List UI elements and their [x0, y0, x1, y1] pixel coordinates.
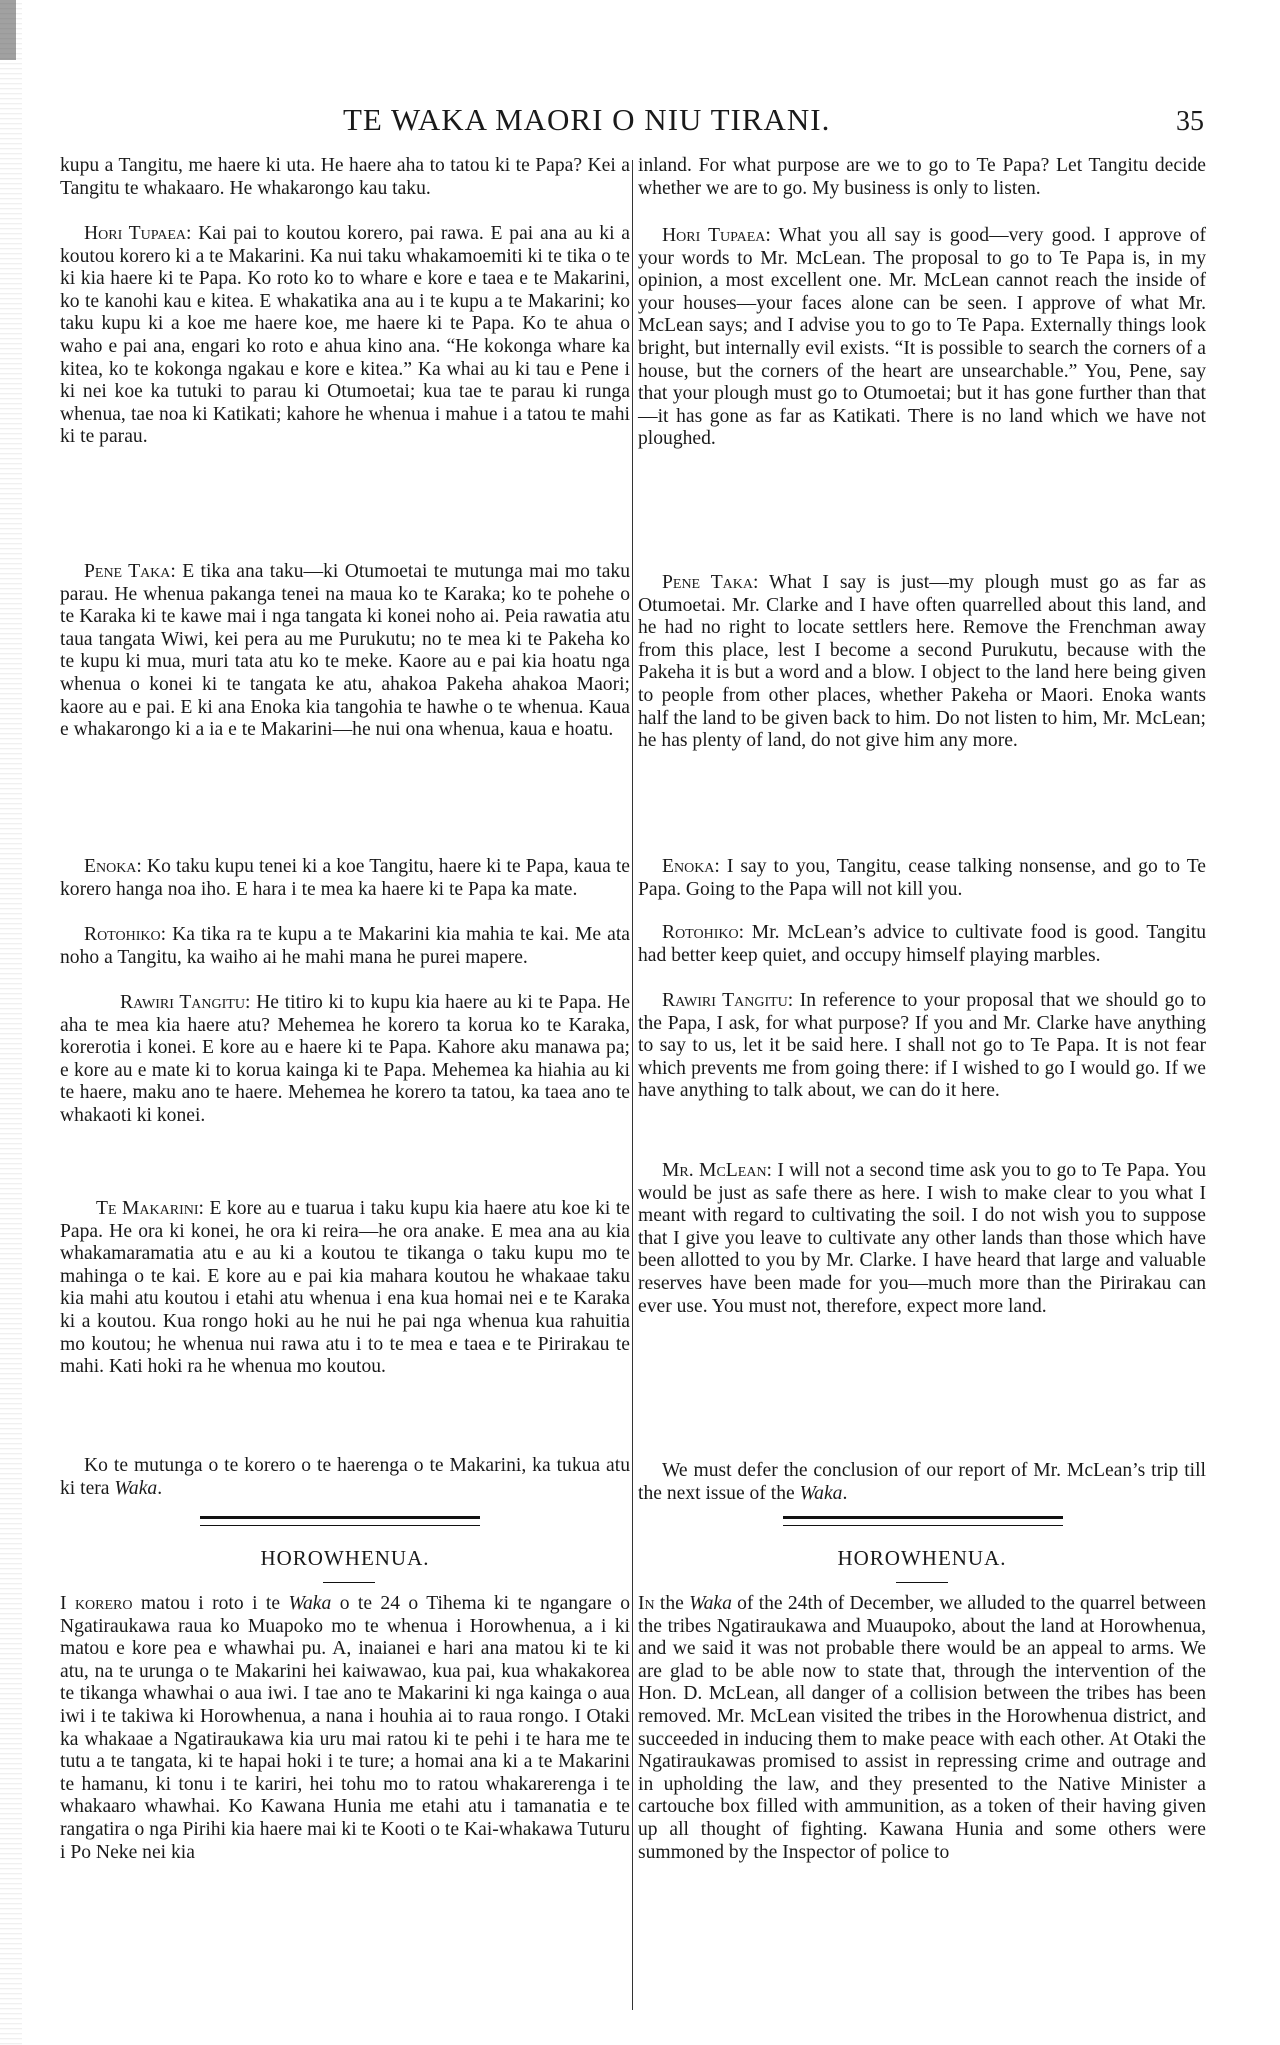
speaker: Pene Taka:: [662, 572, 759, 593]
speaker: Hori Tupaea:: [662, 225, 771, 246]
title-underline: [896, 1582, 948, 1583]
section-double-rule: [783, 1516, 1063, 1526]
speech: E kore au e tuarua i taku kupu kia haere atu koe ki te Papa. He ora ki konei, he ora ki reira—he ora anake. E mea ana au kia whakamaramatia atu e au ki a koutou te tikanga o taku kupu mo te mahinga o te kai. E kore au e pai kia mahara koutou he whakaae taku kia mahi atu koutou i etahi atu whenua i ena kua homai nei e te Karaka ki a koutou. Kua rongo hoki au he nui he pai nga whenua kua rahuitia mo koutou; he whenua nui rawa atu i to te mea e taea e te Pirirakau te mahi. Kati hoki ra he whenua mo koutou.: [60, 1198, 630, 1378]
speaker: Rotohiko:: [84, 924, 167, 945]
text: of the 24th of December, we alluded to the quarrel between the tribes Ngatiraukawa and Muaupoko, about the land at Horowhenua, and we said it was not probable there would be an appeal to arms. We are glad to be able now to state that, through the intervention of the Hon. D. McLean, all danger of a collision between the tribes has been removed. Mr. McLean visited the tribes in the Horowhenua district, and succeeded in inducing them to make peace with each other. At Otaki the Ngatiraukawas promised to assist in repressing crime and outrage and in upholding the law, and they presented to the Native Minister a cartouche box filled with ammunition, as a token of their having given up all thought of fighting. Kawana Hunia and some others were summoned by the Inspector of police to: [638, 1593, 1206, 1863]
speech: He titiro ki to kupu kia haere au ki te Papa. He aha te mea kia haere atu? Mehemea he korero ta korua ko te Karaka, korerotia i konei. E kore au e haere ki te Papa. Kahore aku manawa pa; e kore au e mate ki to korua kainga ki te Papa. Mehemea ka hiahia au ki te haere, maku ano te haere. Mehemea he korero ta tatou, ka taea ano te whakaoti ki konei.: [60, 992, 631, 1126]
speaker: Te Makarini:: [96, 1198, 204, 1219]
speech: Ka tika ra te kupu a te Makarini kia mahia te kai. Me ata noho a Tangitu, ka waiho ai he mahi mana he purei mapere.: [60, 924, 630, 968]
text: matou i roto i te: [132, 1593, 289, 1614]
paragraph: kupu a Tangitu, me haere ki uta. He haere aha to tatou ki te Papa? Kei a Tangitu te whakaaro. He whakarongo kau taku.: [60, 155, 630, 199]
running-header: [0, 102, 1280, 142]
speaker: Pene Taka:: [84, 561, 176, 582]
text: Ko te mutunga o te korero o te haerenga o te Makarini, ka tukua atu ki tera: [60, 1455, 630, 1499]
italic-word: Waka: [114, 1477, 158, 1499]
paragraph: [60, 1455, 630, 1500]
speech: Ko taku kupu tenei ki a koe Tangitu, haere ki te Papa, kaua te korero hanga noa iho. E hara i te mea ka haere ki te Papa ka mate.: [60, 856, 630, 900]
paragraph: [60, 856, 630, 901]
section-title: HOROWHENUA.: [260, 1546, 430, 1570]
paragraph: inland. For what purpose are we to go to Te Papa? Let Tangitu decide whether we are to go. My business is only to listen.: [638, 155, 1206, 199]
paragraph: [638, 922, 1206, 967]
text: I: [60, 1593, 75, 1614]
paragraph: [60, 924, 630, 969]
column-divider: [632, 160, 633, 2010]
text: the: [654, 1593, 690, 1614]
speech: What I say is just—my plough must go as far as Otumoetai. Mr. Clarke and I have often quarrelled about this land, and he had no right to locate settlers here. Remove the Frenchman away from this place, lest I become a second Purukutu, because with the Pakeha it is but a word and a blow. I object to the land here being given to people from other places, whether Pakeha or Maori. Enoka wants half the land to be given back to him. Do not listen to him, Mr. McLean; he has plenty of land, do not give him any more.: [638, 572, 1206, 752]
lead-caps: korero: [74, 1593, 133, 1614]
speech: E tika ana taku—ki Otumoetai te mutunga mai mo taku parau. He whenua pakanga tenei na maua ko te Karaka; ko te pohehe o te Karaka ki te kawe mai i nga tangata ki konei noho ai. Peia rawatia atu taua tangata Wiwi, kei pera au me Purukutu; no te mea ki te Pakeha ko te kupu ki mua, muri tata atu ko te meke. Kaore au e pai kia hoatu nga whenua o konei ki te tangata ke atu, ahakoa Pakeha ahakoa Maori; kaore au e pai. E ki ana Enoka kia tangohia te hawhe o te whenua. Kaua e whakarongo ki a ia e te Makarini—he nui ona whenua, kaua e hoatu.: [60, 561, 630, 741]
italic-word: Waka: [288, 1593, 332, 1614]
paragraph: [638, 1593, 1206, 1864]
speech: In reference to your proposal that we should go to the Papa, I ask, for what purpose? If you and Mr. Clarke have anything to say to us, let it be said here. I shall not go to Te Papa. It is not fear which prevents me from going there: if I wished to go I would go. If we have anything to talk about, we can do it here.: [638, 990, 1206, 1102]
section-title: HOROWHENUA.: [837, 1546, 1007, 1570]
speaker: Rotohiko:: [662, 922, 745, 943]
page-edge-mark: [0, 0, 16, 60]
speech: Kai pai to koutou korero, pai rawa. E pai ana au ki a koutou korero ki a te Makarini. Ka nui taku whakamoemiti ki te tika o te ki kia haere ki te Papa. Ko roto ko to whare e kore e taea e te Makarini, ko te kanohi kau e kitea. E whakatika ana au i te kupu a te Makarini; ko taku kupu ki a koe me haere koe, me haere ki te Papa. Ko te ahua o waho e pai ana, engari ko roto e ahua kino ana. “He kokonga whare ka kitea, ko te kokonga ngakau e kore e kitea.” Ka whai au ki tau e Pene i ki nei koe ka tutuki to parau ki Otumoetai; kua tae te parau ki runga whenua, tae noa ki Katikati; kahore he whenua i mahue i a tatou te mahi ki te parau.: [60, 223, 630, 448]
paragraph: [60, 1593, 630, 1864]
paragraph: [60, 1198, 630, 1379]
paragraph: [60, 561, 630, 742]
text: We must defer the conclusion of our report of Mr. McLean’s trip till the next issue of the: [638, 1460, 1206, 1504]
title-underline: [323, 1582, 375, 1583]
page-edge-scan-noise: [0, 0, 22, 2045]
paragraph: [638, 1160, 1206, 1318]
speech: Mr. McLean’s advice to cultivate food is good. Tangitu had better keep quiet, and occupy himself playing marbles.: [638, 922, 1206, 966]
speaker: Enoka:: [662, 856, 720, 877]
speaker: Rawiri Tangitu:: [120, 992, 251, 1013]
speaker: Rawiri Tangitu:: [662, 990, 794, 1011]
speech: I will not a second time ask you to go to Te Papa. You would be just as safe there as here. I wish to make clear to you what I meant with regard to cultivating the soil. I do not wish you to suppose that I give you leave to cultivate any other lands than those which have been allotted to you by Mr. Clarke. I have heard that large and valuable reserves have been made for you—much more than the Pirirakau can ever use. You must not, therefore, expect more land.: [638, 1160, 1206, 1317]
italic-word: Waka: [689, 1593, 732, 1614]
speaker: Enoka:: [84, 856, 142, 877]
paragraph: [60, 992, 630, 1128]
section-double-rule: [200, 1516, 480, 1526]
speaker: Hori Tupaea:: [84, 223, 192, 244]
lead-caps: In: [638, 1593, 655, 1614]
paragraph: [638, 225, 1206, 451]
paragraph: [60, 223, 630, 449]
publication-title: TE WAKA MAORI O NIU TIRANI.: [343, 102, 831, 137]
text: .: [842, 1482, 848, 1504]
paragraph: [638, 856, 1206, 901]
text: .: [157, 1477, 163, 1499]
paragraph: [638, 572, 1206, 753]
page-number: 35: [1176, 106, 1204, 137]
speech: What you all say is good—very good. I approve of your words to Mr. McLean. The proposal to go to Te Papa is, in my opinion, a most excellent one. Mr. McLean cannot reach the inside of your houses—your faces alone can be seen. I approve of what Mr. McLean says; and I advise you to go to Te Papa. Externally things look bright, but internally evil exists. “It is possible to search the corners of a house, but the corners of the heart are unsearchable.” You, Pene, say that your plough must go to Otumoetai; but it has gone further than that—it has gone as far as Katikati. There is no land which we have not ploughed.: [638, 225, 1207, 450]
speech: I say to you, Tangitu, cease talking nonsense, and go to Te Papa. Going to the Papa will not kill you.: [638, 856, 1206, 900]
italic-word: Waka: [799, 1482, 843, 1504]
paragraph: [638, 1460, 1206, 1505]
text: o te 24 o Tihema ki te ngangare o Ngatiraukawa raua ko Muapoko mo te whenua i Horowhenua, a i ki matou e kore pea e whawhai pu. A, inaianei e hari ana matou ki te ki atu, na te urunga o te Makarini hei kaiwawao, kua pai, kua whakakorea te tikanga whawhai o aua iwi. I tae ano te Makarini ki nga kainga o aua iwi i te takiwa ki Horowhenua, a nana i houhia ai to raua rongo. I Otaki ka whakaae a Ngatiraukawa kia uru mai ratou ki te pehi i te hara me te tutu a te tangata, ki te hapai hoki i te ture; a homai ana ki a te Makarini te hamanu, ki tonu i te kariri, hei tohu mo to ratou whakarerenga i te whakaaro whawhai. Ko Kawana Hunia me etahi atu i tamanatia e te rangatira o nga Pirihi kia haere mai ki te Kooti o te Kai-whakawa Tuturu i Po Neke nei kia: [60, 1593, 630, 1863]
paragraph: [638, 990, 1206, 1103]
speaker: Mr. McLean:: [662, 1160, 772, 1181]
